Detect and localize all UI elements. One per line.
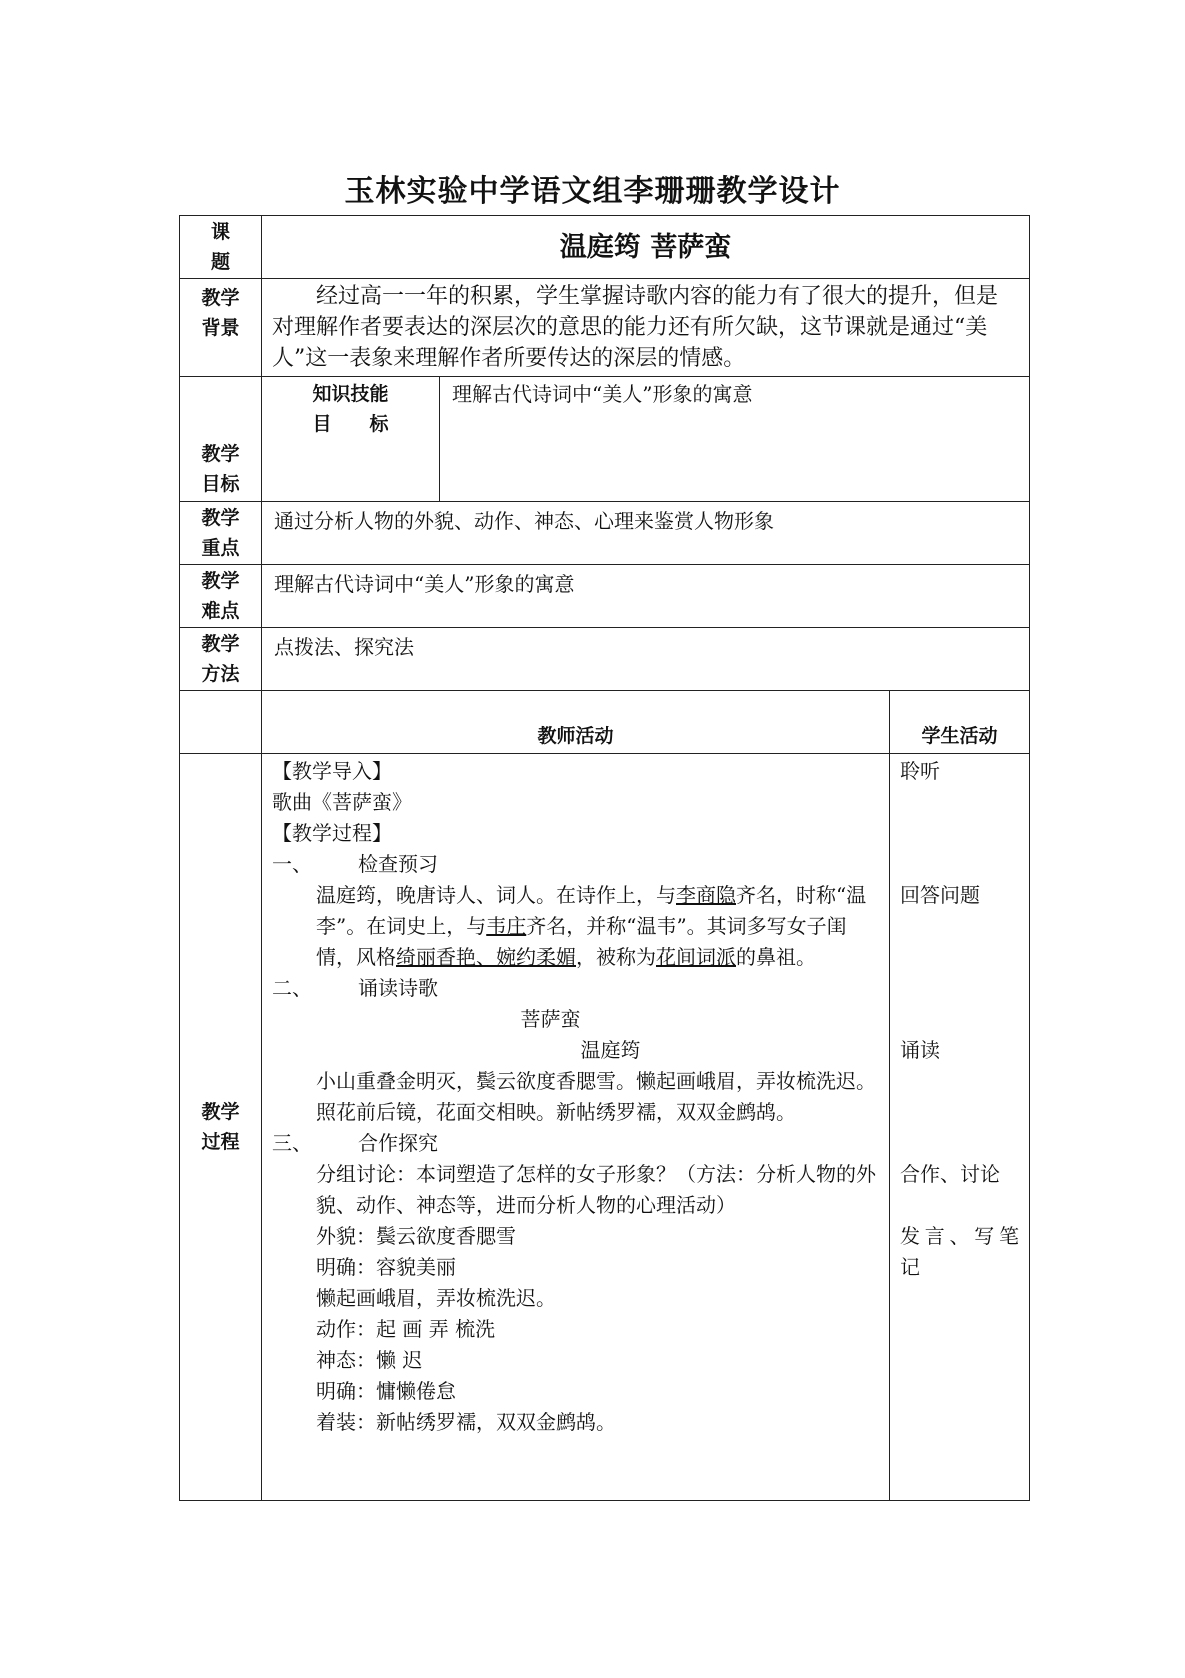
- teacher-activity-header: 教师活动: [262, 691, 890, 754]
- student-activity-5: 发言、写笔记: [900, 1224, 1019, 1279]
- difficulties-row: [180, 565, 1030, 628]
- analysis-line-6: 明确：慵懒倦怠: [316, 1379, 456, 1403]
- goals-label-2: 目标: [201, 473, 240, 495]
- goals-sub-label-1: 知识技能: [312, 383, 389, 405]
- student-activity-3: 诵读: [900, 1038, 940, 1062]
- intro-text-school: 花间词派: [656, 945, 736, 969]
- difficulties-label-1: 教学: [201, 570, 240, 592]
- intro-text-i: 的鼻祖。: [736, 945, 816, 969]
- section-2-num: 二、: [272, 976, 312, 1000]
- analysis-line-3: 懒起画峨眉，弄妆梳洗迟。: [316, 1286, 556, 1310]
- intro-song: 歌曲《菩萨蛮》: [272, 790, 412, 814]
- goals-sub-label-2: 目 标: [312, 413, 389, 435]
- background-label-2: 背景: [201, 317, 240, 339]
- poem-line-1: 小山重叠金明灭，鬓云欲度香腮雪。懒起画峨眉，弄妆梳洗迟。: [316, 1069, 876, 1093]
- goals-label-1: 教学: [201, 443, 240, 465]
- analysis-line-2: 明确：容貌美丽: [316, 1255, 456, 1279]
- section-1-heading: [272, 849, 879, 880]
- intro-text-a: 温庭筠，晚唐诗人、词人。在诗作上，与: [316, 883, 676, 907]
- process-label-1: 教学: [201, 1101, 240, 1123]
- section-3-title: 合作探究: [358, 1131, 438, 1155]
- student-activity-header: 学生活动: [890, 691, 1030, 754]
- goals-sub-label: [262, 377, 440, 502]
- topic-value: 温庭筠 菩萨蛮: [262, 216, 1030, 279]
- key-points-label-2: 重点: [201, 537, 240, 559]
- student-activity-2: 回答问题: [900, 883, 980, 907]
- intro-text-g: ，被称为: [576, 945, 656, 969]
- student-activity-4: 合作、讨论: [900, 1162, 1000, 1186]
- discussion-question: 分组讨论：本词塑造了怎样的女子形象？（方法：分析人物的外貌、动作、神态等，进而分析人物的心理活动）: [316, 1162, 876, 1217]
- student-activity-content: [890, 754, 1030, 1501]
- topic-label-2: 题: [210, 251, 230, 273]
- analysis-line-5: 神态：懒 迟: [316, 1348, 423, 1372]
- topic-row: [180, 216, 1030, 279]
- lesson-plan-table: [179, 215, 1030, 1501]
- process-row: [180, 754, 1030, 1501]
- section-3-heading: [272, 1128, 879, 1159]
- key-points-label-1: 教学: [201, 507, 240, 529]
- background-row: [180, 279, 1030, 377]
- intro-text-wei: 韦庄: [486, 914, 527, 938]
- activity-header-row: [180, 691, 1030, 754]
- key-points-label: [180, 502, 262, 565]
- analysis-line-7: 着装：新帖绣罗襦，双双金鹧鸪。: [316, 1410, 616, 1434]
- difficulties-label: [180, 565, 262, 628]
- empty-cell: [180, 691, 262, 754]
- difficulties-label-2: 难点: [201, 600, 240, 622]
- background-label: [180, 279, 262, 377]
- methods-label-1: 教学: [201, 633, 240, 655]
- intro-heading: 【教学导入】: [272, 759, 392, 783]
- section-1-title: 检查预习: [358, 852, 438, 876]
- background-text: 经过高一一年的积累，学生掌握诗歌内容的能力有了很大的提升，但是对理解作者要表达的深层次的意思的能力还有所欠缺，这节课就是通过“美人”这一表象来理解作者所要传达的深层的情感。: [262, 279, 1030, 377]
- methods-label-2: 方法: [201, 663, 240, 685]
- poem-title: 菩萨蛮: [520, 1007, 581, 1031]
- methods-text: 点拨法、探究法: [262, 628, 1030, 691]
- analysis-line-1: 外貌：鬓云欲度香腮雪: [316, 1224, 516, 1248]
- analysis-line-4: 动作：起 画 弄 梳洗: [316, 1317, 496, 1341]
- key-points-text: 通过分析人物的外貌、动作、神态、心理来鉴赏人物形象: [262, 502, 1030, 565]
- section-2-title: 诵读诗歌: [358, 976, 438, 1000]
- methods-row: [180, 628, 1030, 691]
- topic-label: [180, 216, 262, 279]
- section-1-num: 一、: [272, 852, 312, 876]
- author-intro: [272, 880, 879, 973]
- goals-text: 理解古代诗词中“美人”形象的寓意: [440, 377, 1030, 502]
- background-label-1: 教学: [201, 287, 240, 309]
- poem-line-2: 照花前后镜，花面交相映。新帖绣罗襦，双双金鹧鸪。: [316, 1100, 796, 1124]
- methods-label: [180, 628, 262, 691]
- difficulties-text: 理解古代诗词中“美人”形象的寓意: [262, 565, 1030, 628]
- student-activity-1: 聆听: [900, 759, 940, 783]
- goals-row: [180, 377, 1030, 502]
- topic-label-1: 课: [210, 221, 230, 243]
- intro-text-style: 绮丽香艳、婉约柔媚: [396, 945, 576, 969]
- goals-label: [180, 377, 262, 502]
- intro-text-e: 齐名，并称“温韦”。其词多写女子闺情，风格: [316, 914, 847, 969]
- page-title: 玉林实验中学语文组李珊珊教学设计: [344, 174, 841, 209]
- process-heading: 【教学过程】: [272, 821, 392, 845]
- intro-text-c: 齐名，时称“温李”。在词史上，与: [316, 883, 867, 938]
- intro-text-li: 李商隐: [676, 883, 736, 907]
- process-label: [180, 754, 262, 1501]
- teacher-activity-content: [262, 754, 890, 1501]
- section-2-heading: [272, 973, 879, 1004]
- poem-author: 温庭筠: [580, 1038, 641, 1062]
- section-3-num: 三、: [272, 1131, 312, 1155]
- key-points-row: [180, 502, 1030, 565]
- process-label-2: 过程: [201, 1131, 240, 1153]
